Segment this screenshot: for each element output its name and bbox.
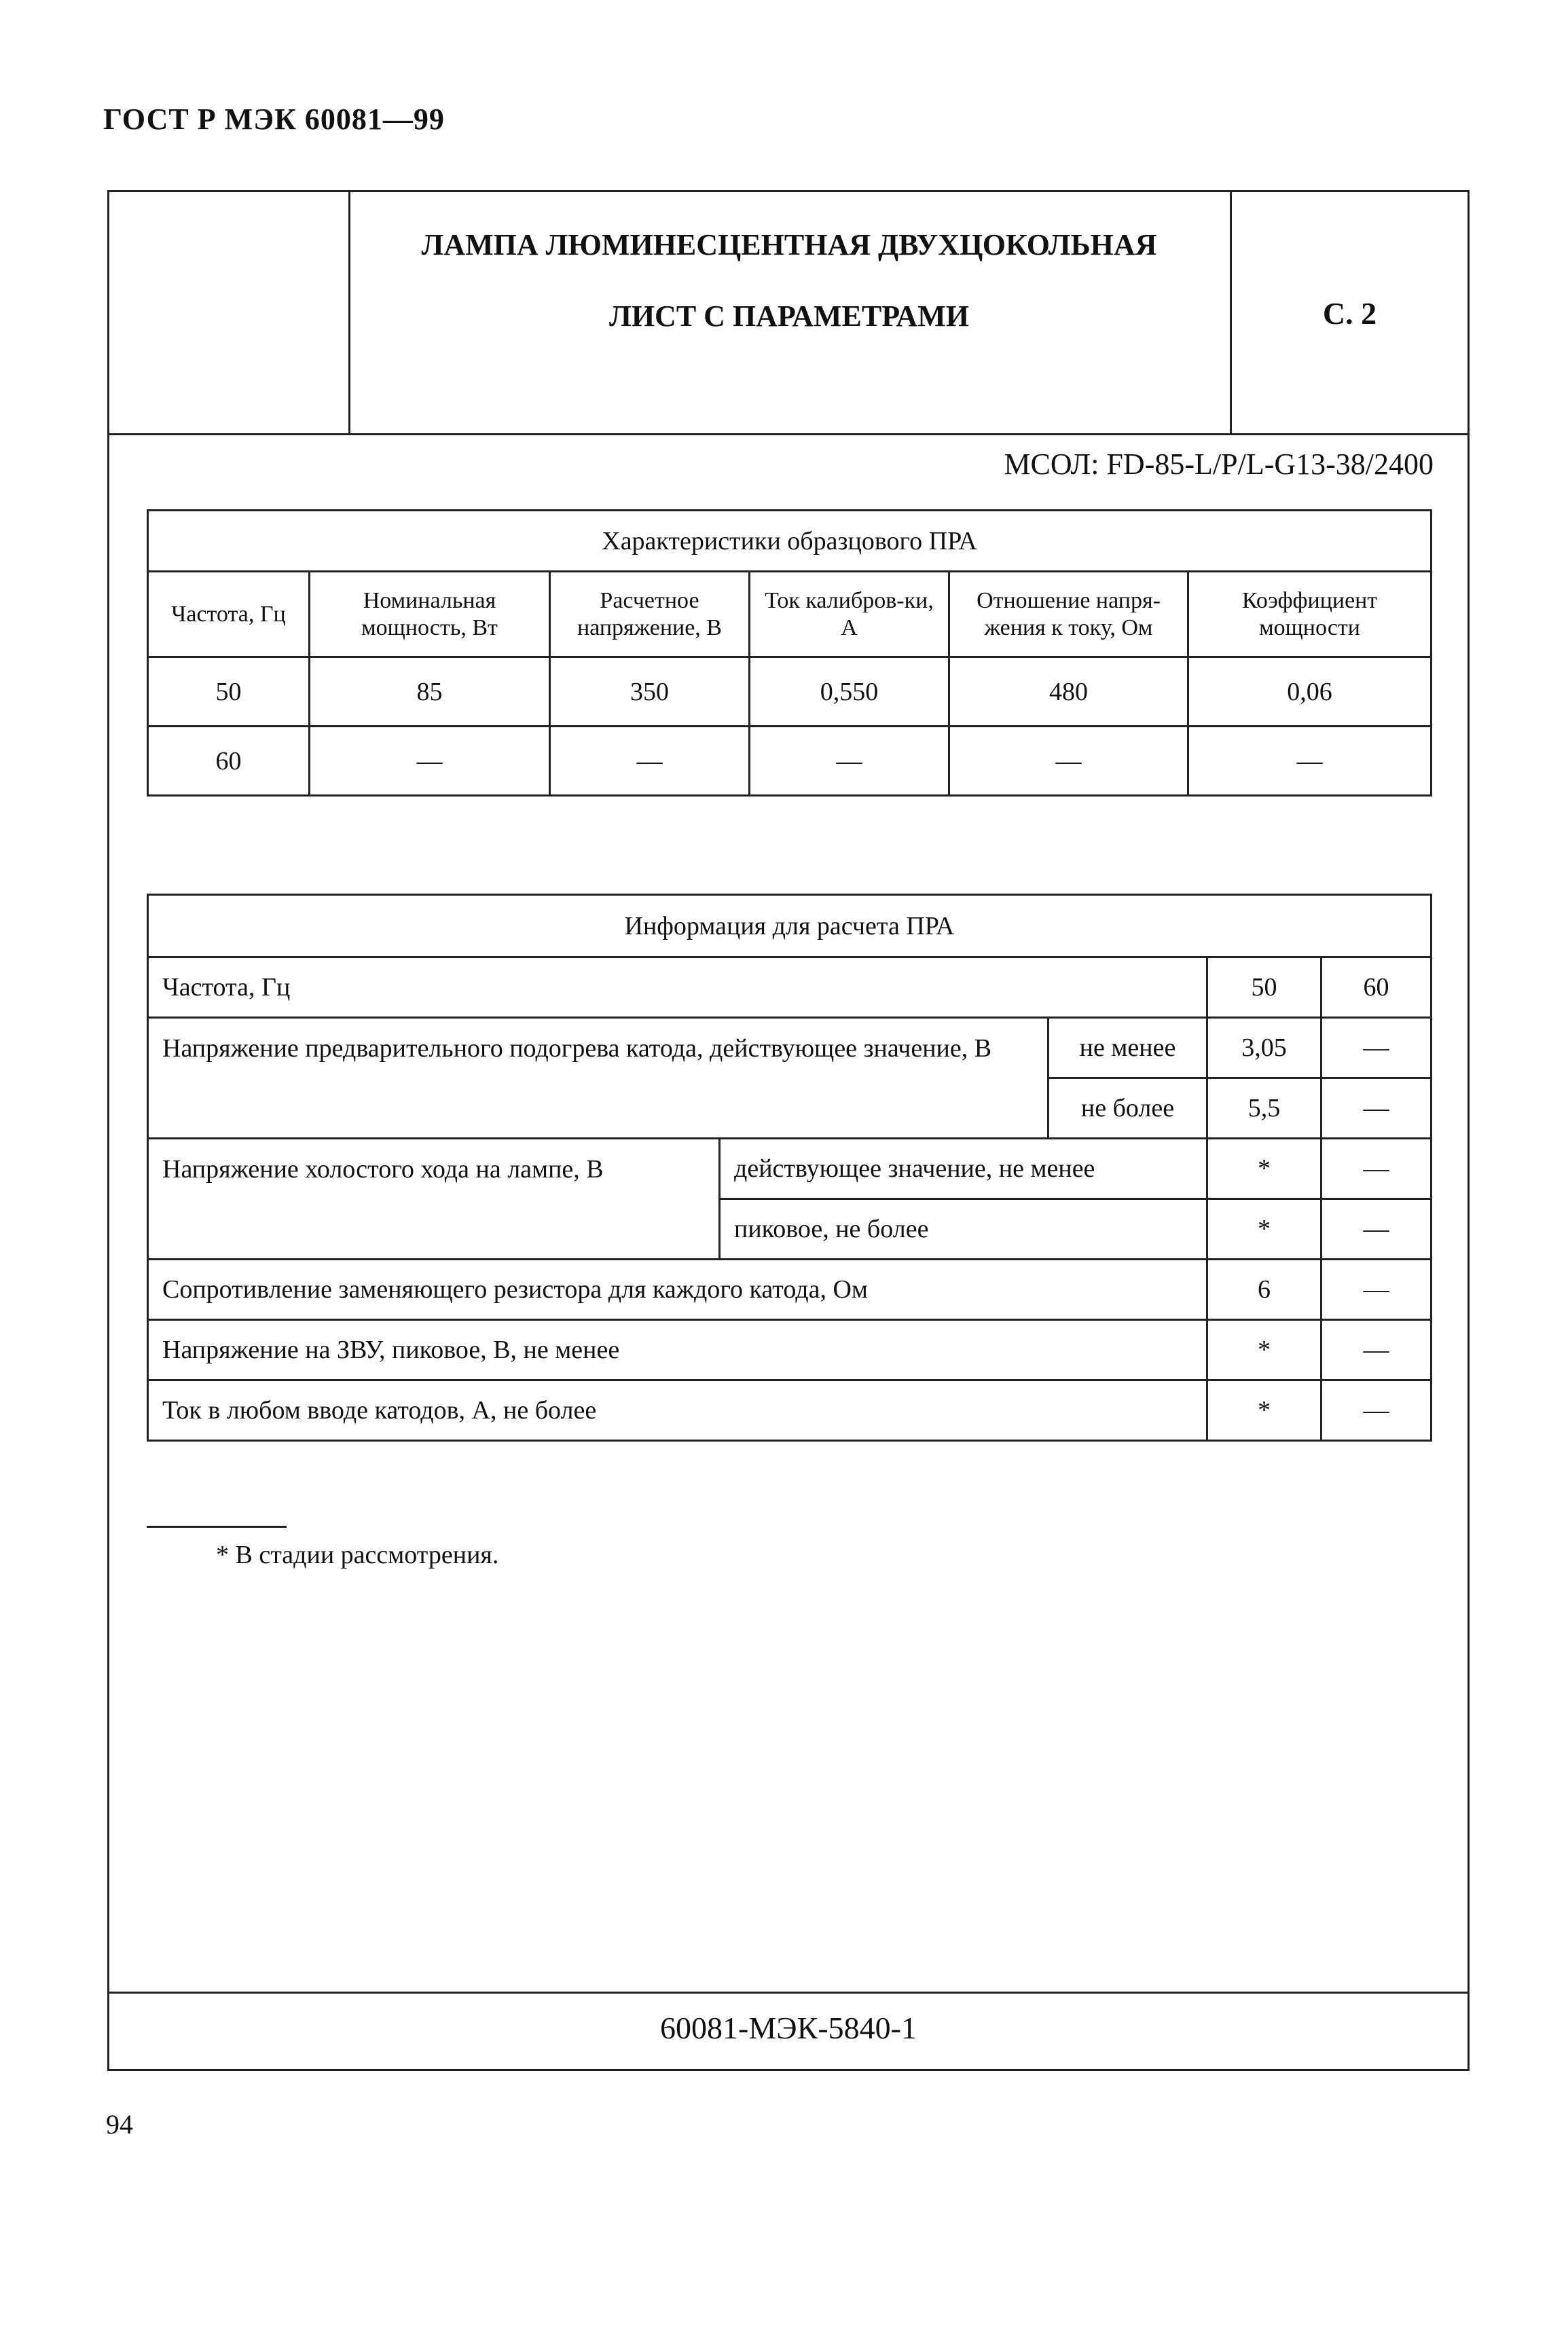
- column-60hz: 60: [1321, 957, 1432, 1018]
- table-row: [148, 957, 1432, 1018]
- table-cell: —: [1321, 1320, 1432, 1380]
- footnote-rule: [147, 1526, 287, 1528]
- table-cell: 6: [1207, 1260, 1321, 1320]
- table-cell: 60: [148, 727, 310, 796]
- table-cell: *: [1207, 1139, 1321, 1199]
- sheet-code-top-rule: [109, 1992, 1467, 1994]
- open-circuit-voltage-label: Напряжение холостого хода на лампе, В: [148, 1139, 720, 1260]
- column-header: Номинальная мощность, Вт: [310, 572, 550, 657]
- row-label: Ток в любом вводе катодов, А, не более: [148, 1380, 1207, 1441]
- table-cell: 0,550: [750, 657, 949, 727]
- lamp-title: ЛАМПА ЛЮМИНЕСЦЕНТНАЯ ДВУХЦОКОЛЬНАЯ: [421, 228, 1157, 261]
- table-cell: —: [1321, 1199, 1432, 1260]
- table-cell: 85: [310, 657, 550, 727]
- table-cell: 50: [148, 657, 310, 727]
- column-header: Расчетное напряжение, В: [550, 572, 750, 657]
- table-cell: —: [310, 727, 550, 796]
- table-caption: Характеристики образцового ПРА: [148, 511, 1432, 572]
- table-cell: 3,05: [1207, 1018, 1321, 1078]
- column-header: Отношение напря-жения к току, Ом: [949, 572, 1188, 657]
- sheet-code: 60081-МЭК-5840-1: [660, 2011, 917, 2045]
- table-cell: *: [1207, 1320, 1321, 1380]
- limit-label: пиковое, не более: [720, 1199, 1207, 1260]
- table-cell: 480: [949, 657, 1188, 727]
- table-cell: —: [550, 727, 750, 796]
- table-cell: —: [750, 727, 949, 796]
- preheat-voltage-label: Напряжение предварительного подогрева катода, действующее значение, В: [148, 1018, 1049, 1139]
- footnote: * В стадии рассмотрения.: [216, 1541, 499, 1569]
- table-row: [148, 1260, 1432, 1320]
- title-block-bottom-rule: [109, 433, 1467, 435]
- table-row: [148, 657, 1432, 727]
- page-code: С. 2: [1322, 296, 1377, 331]
- column-header: Частота, Гц: [148, 572, 310, 657]
- table-row: [148, 1018, 1432, 1078]
- sheet-subtitle: ЛИСТ С ПАРАМЕТРАМИ: [609, 299, 969, 333]
- table-cell: —: [949, 727, 1188, 796]
- table-cell: *: [1207, 1199, 1321, 1260]
- page-number: 94: [106, 2109, 133, 2140]
- limit-label: действующее значение, не менее: [720, 1139, 1207, 1199]
- table-cell: 5,5: [1207, 1078, 1321, 1139]
- row-label: Напряжение на ЗВУ, пиковое, В, не менее: [148, 1320, 1207, 1380]
- table-row: [148, 1320, 1432, 1380]
- table-cell: 350: [550, 657, 750, 727]
- table-cell: —: [1321, 1078, 1432, 1139]
- table-caption: Информация для расчета ПРА: [148, 895, 1432, 957]
- table-cell: —: [1321, 1139, 1432, 1199]
- limit-label: не более: [1049, 1078, 1207, 1139]
- table-cell: —: [1321, 1260, 1432, 1320]
- column-header: Коэффициент мощности: [1188, 572, 1432, 657]
- table-cell: *: [1207, 1380, 1321, 1441]
- limit-label: не менее: [1049, 1018, 1207, 1078]
- ballast-design-table: [147, 894, 1432, 1442]
- frequency-label: Частота, Гц: [148, 957, 1207, 1018]
- table-cell: —: [1321, 1018, 1432, 1078]
- reference-ballast-table: [147, 509, 1432, 796]
- table-row: [148, 1139, 1432, 1199]
- column-header: Ток калибров-ки, А: [750, 572, 949, 657]
- lamp-designation: МСОЛ: FD-85-L/P/L-G13-38/2400: [1004, 447, 1434, 481]
- row-label: Сопротивление заменяющего резистора для каждого катода, Ом: [148, 1260, 1207, 1320]
- table-row: [148, 1380, 1432, 1441]
- standard-header: ГОСТ Р МЭК 60081—99: [103, 103, 445, 136]
- title-divider-right: [1230, 192, 1232, 433]
- table-row: [148, 727, 1432, 796]
- table-cell: —: [1321, 1380, 1432, 1441]
- column-50hz: 50: [1207, 957, 1321, 1018]
- table-cell: 0,06: [1188, 657, 1432, 727]
- table-cell: —: [1188, 727, 1432, 796]
